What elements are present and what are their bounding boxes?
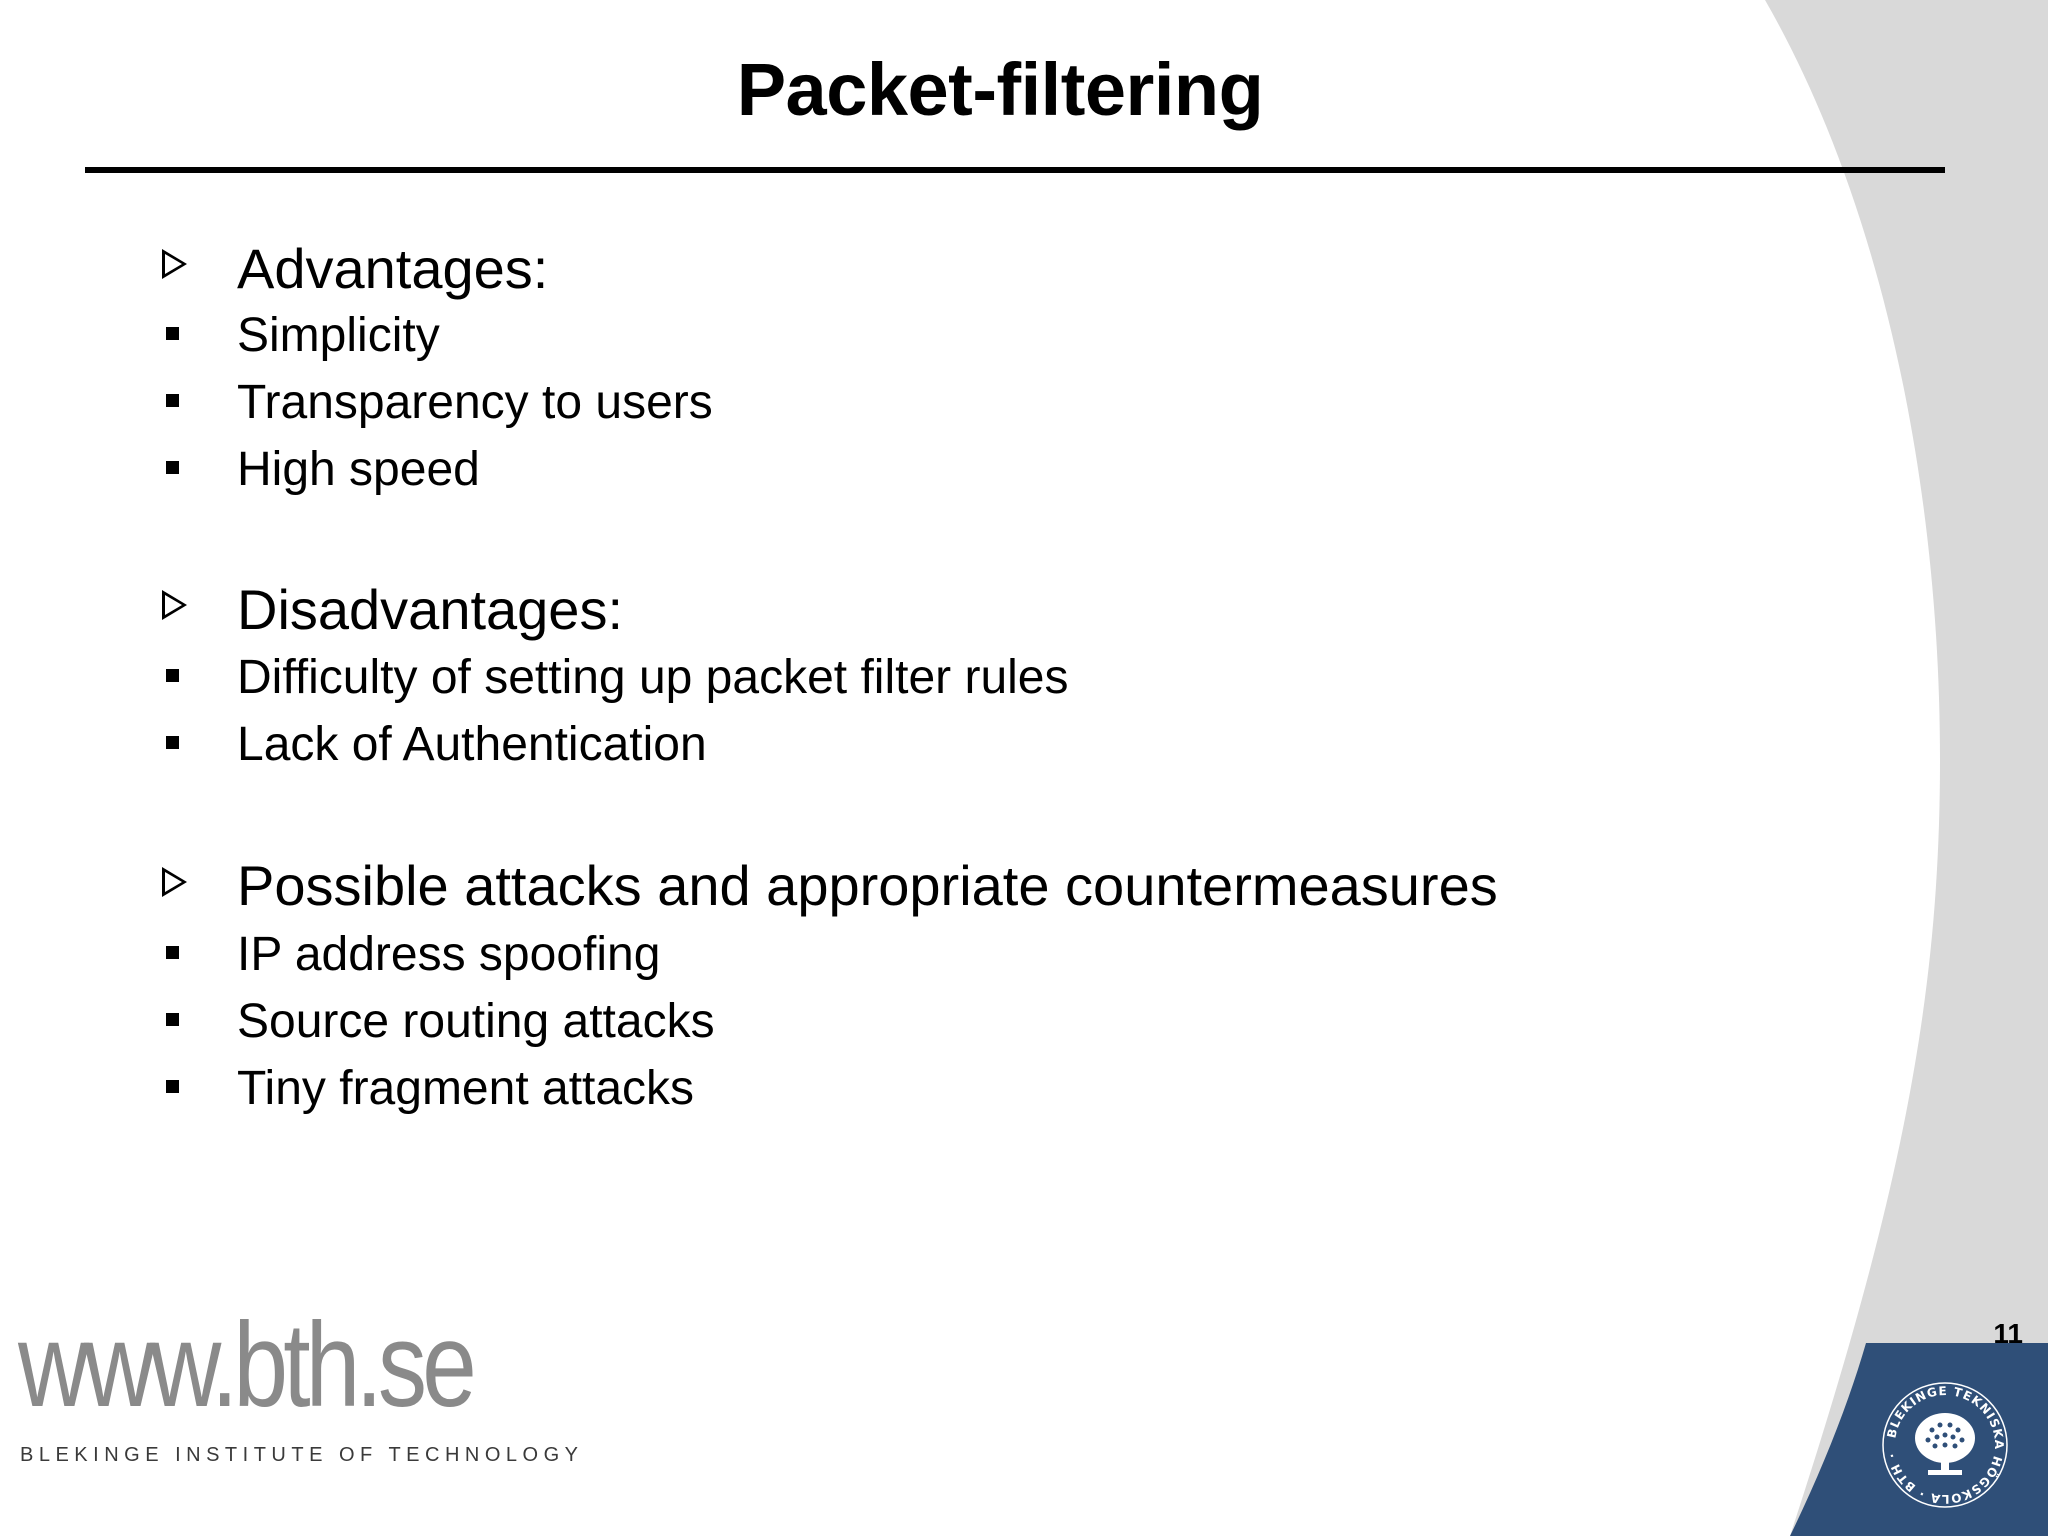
list-item: High speed	[237, 443, 480, 496]
list-item: Difficulty of setting up packet filter rules	[237, 651, 1069, 704]
list-item: Simplicity	[237, 309, 440, 362]
square-bullet-icon	[166, 461, 179, 474]
svg-text:BLEKINGE TEKNISKA HÖGSKOLA · B: BLEKINGE TEKNISKA HÖGSKOLA · BTH ·	[1884, 1383, 2007, 1507]
list-item: IP address spoofing	[237, 928, 661, 981]
square-bullet-icon	[166, 394, 179, 407]
section-heading: Advantages:	[237, 237, 549, 300]
triangle-bullet-icon	[162, 867, 187, 897]
page-number: 11	[1993, 1318, 2023, 1349]
institution-name: BLEKINGE INSTITUTE OF TECHNOLOGY	[20, 1444, 584, 1466]
square-bullet-icon	[166, 1080, 179, 1093]
triangle-bullet-icon	[162, 249, 187, 279]
title-divider	[85, 167, 1945, 173]
gray-swoosh	[1765, 0, 2048, 1536]
logo-url: www.bth.se	[18, 1298, 472, 1432]
list-item: Tiny fragment attacks	[237, 1062, 695, 1115]
slide-title: Packet-filtering	[736, 48, 1264, 131]
section-heading: Possible attacks and appropriate countermeasures	[237, 854, 1498, 917]
bth-seal-icon	[1880, 1380, 2010, 1510]
list-item: Source routing attacks	[237, 995, 715, 1048]
triangle-bullet-icon	[162, 590, 187, 620]
square-bullet-icon	[166, 946, 179, 959]
list-item: Transparency to users	[237, 376, 713, 429]
square-bullet-icon	[166, 736, 179, 749]
square-bullet-icon	[166, 669, 179, 682]
square-bullet-icon	[166, 327, 179, 340]
square-bullet-icon	[166, 1013, 179, 1026]
list-item: Lack of Authentication	[237, 718, 707, 771]
section-heading: Disadvantages:	[237, 578, 624, 641]
